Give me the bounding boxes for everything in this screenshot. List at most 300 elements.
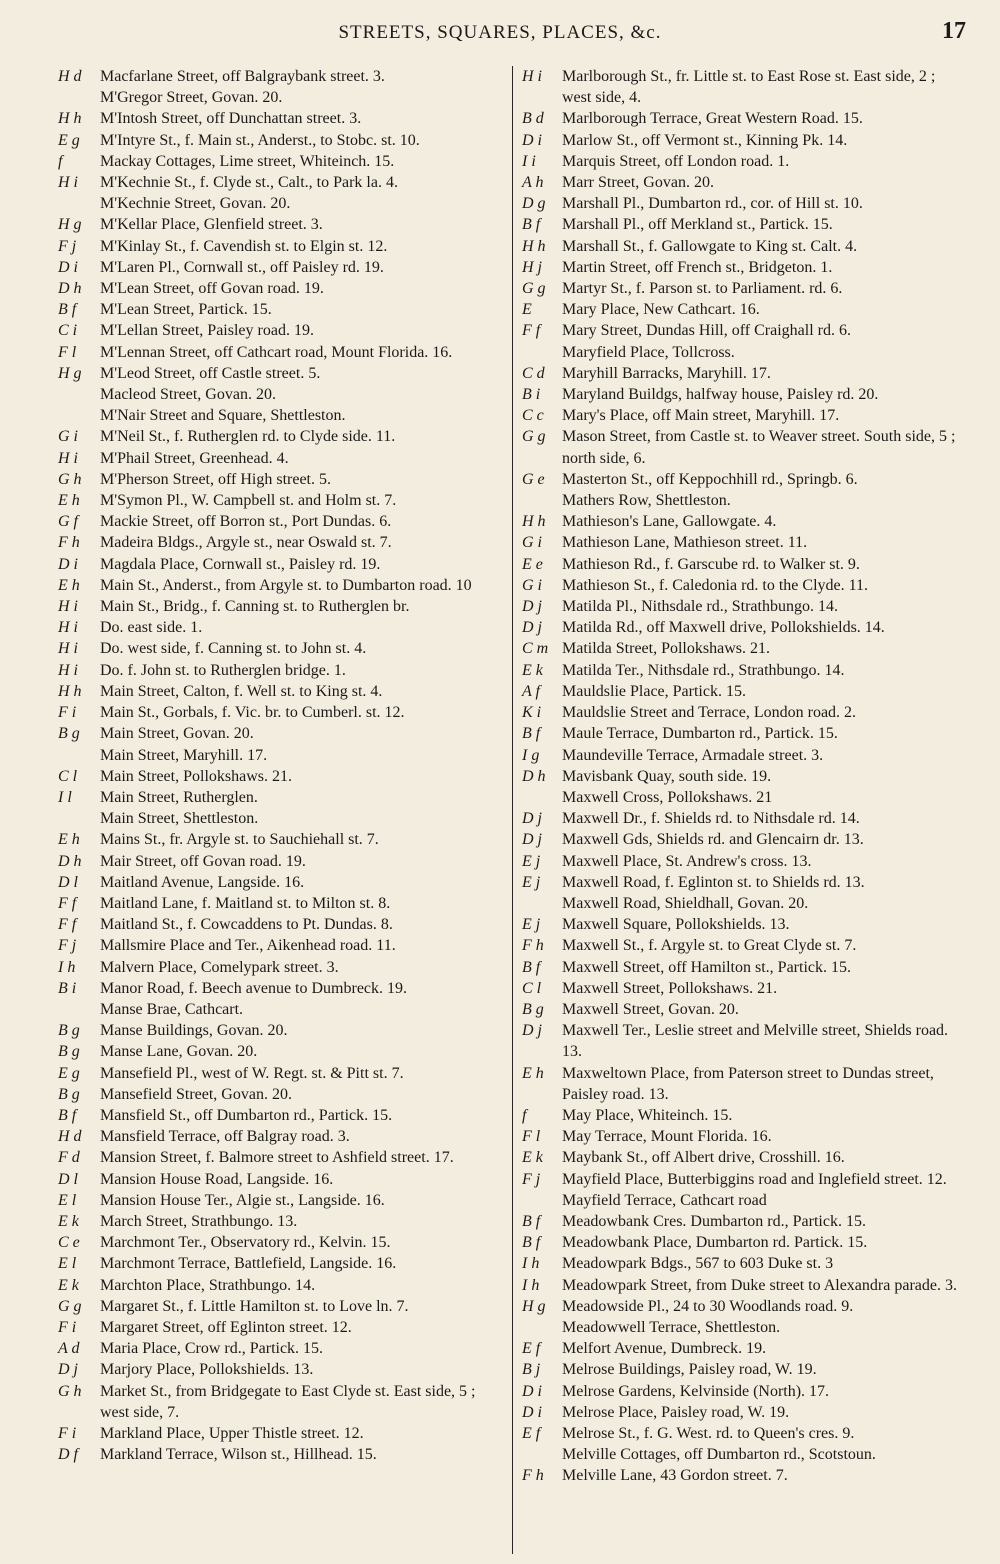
map-reference: H i	[522, 68, 542, 85]
map-reference: D j	[522, 831, 542, 849]
street-entry-text: Mansfield St., off Dumbarton rd., Partick. 15.	[100, 1106, 393, 1124]
directory-entry	[58, 405, 504, 426]
map-reference: H h	[522, 237, 546, 255]
directory-entry	[58, 554, 504, 575]
directory-entry	[58, 660, 504, 681]
street-entry-text: May Terrace, Mount Florida. 16.	[562, 1128, 772, 1146]
street-entry-text: Mackie Street, off Borron st., Port Dundas. 6.	[100, 513, 392, 531]
directory-entry	[522, 426, 962, 468]
directory-entry	[522, 1169, 962, 1190]
street-entry-text: Meadowwell Terrace, Shettleston.	[562, 1318, 781, 1336]
street-entry-text: M'Phail Street, Greenhead. 4.	[100, 449, 289, 467]
left-column	[58, 66, 504, 1465]
directory-entry	[522, 532, 962, 553]
map-reference: E e	[522, 555, 543, 573]
directory-entry	[522, 1190, 962, 1211]
map-reference: B d	[522, 110, 544, 128]
street-entry-text: Meadowpark Bdgs., 567 to 603 Duke st. 3	[562, 1255, 834, 1273]
map-reference: B f	[522, 958, 541, 976]
map-reference: H i	[58, 640, 78, 658]
map-reference: D i	[522, 131, 542, 149]
directory-entry	[522, 723, 962, 744]
directory-entry	[58, 193, 504, 214]
map-reference: B f	[522, 1212, 541, 1230]
street-entry-text: Mathieson's Lane, Gallowgate. 4.	[562, 513, 777, 531]
street-entry-text: Madeira Bldgs., Argyle st., near Oswald st. 7.	[100, 534, 392, 552]
directory-entry	[522, 935, 962, 956]
directory-entry	[522, 1105, 962, 1126]
street-entry-text: Mallsmire Place and Ter., Aikenhead road. 11.	[100, 937, 396, 955]
street-entry-text: Maxwell Dr., f. Shields rd. to Nithsdale rd. 14.	[562, 810, 860, 828]
map-reference: D j	[58, 1361, 78, 1379]
map-reference: H i	[58, 174, 78, 192]
map-reference: B g	[58, 1085, 80, 1103]
street-entry-text: Mathers Row, Shettleston.	[562, 492, 731, 510]
map-reference: B f	[58, 1106, 77, 1124]
street-entry-text: M'Kellar Place, Glenfield street. 3.	[100, 216, 323, 234]
map-reference: F h	[522, 937, 544, 955]
map-reference: E h	[58, 831, 80, 849]
map-reference: E h	[58, 492, 80, 510]
page-header	[0, 18, 1000, 58]
street-entry-text: Maria Place, Crow rd., Partick. 15.	[100, 1340, 324, 1358]
map-reference: G i	[522, 534, 542, 552]
map-reference: D g	[522, 195, 546, 213]
map-reference: B g	[522, 1000, 544, 1018]
directory-entry	[58, 214, 504, 235]
directory-entry	[58, 108, 504, 129]
directory-entry	[522, 320, 962, 341]
directory-entry	[58, 914, 504, 935]
map-reference: I h	[522, 1255, 540, 1273]
directory-entry	[58, 596, 504, 617]
street-entry-text: Mansfield Terrace, off Balgray road. 3.	[100, 1128, 350, 1146]
page-number: 17	[942, 18, 966, 44]
directory-entry	[522, 1381, 962, 1402]
map-reference: I h	[58, 958, 76, 976]
street-entry-text: Maxwell Street, Govan. 20.	[562, 1000, 739, 1018]
street-entry-text: Marshall Pl., Dumbarton rd., cor. of Hill st. 10.	[562, 195, 863, 213]
map-reference: H i	[58, 661, 78, 679]
street-entry-text: M'Gregor Street, Govan. 20.	[100, 89, 283, 107]
street-entry-text: Mair Street, off Govan road. 19.	[100, 852, 306, 870]
column-divider	[512, 66, 513, 1554]
directory-entry	[58, 426, 504, 447]
directory-entry	[58, 1041, 504, 1062]
directory-entry	[522, 193, 962, 214]
directory-entry	[58, 745, 504, 766]
map-reference: F i	[58, 1425, 77, 1442]
street-entry-text: Mathieson Lane, Mathieson street. 11.	[562, 534, 808, 552]
directory-entry	[522, 1317, 962, 1338]
street-entry-text: Mansion House Road, Langside. 16.	[100, 1170, 334, 1188]
directory-entry	[522, 172, 962, 193]
street-entry-text: Matilda Ter., Nithsdale rd., Strathbungo. 14.	[562, 661, 845, 679]
map-reference: D j	[522, 810, 542, 828]
street-entry-text: Mains St., fr. Argyle st. to Sauchiehall st. 7.	[100, 831, 379, 849]
street-entry-text: Maryland Buildgs, halfway house, Paisley rd. 20.	[562, 386, 879, 404]
street-entry-text: M'Intosh Street, off Dunchattan street. 3.	[100, 110, 362, 128]
street-entry-text: Do. east side. 1.	[100, 619, 203, 637]
directory-entry	[58, 1275, 504, 1296]
street-entry-text: Meadowside Pl., 24 to 30 Woodlands road. 9.	[562, 1297, 854, 1315]
street-entry-text: Margaret St., f. Little Hamilton st. to Love ln. 7.	[100, 1297, 409, 1315]
directory-entry	[522, 342, 962, 363]
map-reference: B g	[58, 725, 80, 743]
directory-entry	[522, 1296, 962, 1317]
street-entry-text: Matilda Pl., Nithsdale rd., Strathbungo. 14.	[562, 598, 838, 616]
directory-entry	[58, 66, 504, 87]
directory-entry	[522, 681, 962, 702]
street-entry-text: Mauldslie Street and Terrace, London road. 2.	[562, 704, 857, 722]
directory-entry	[522, 1147, 962, 1168]
map-reference: F i	[58, 1318, 77, 1336]
map-reference: C l	[58, 767, 78, 785]
map-reference: F i	[58, 704, 77, 722]
street-entry-text: M'Laren Pl., Cornwall st., off Paisley rd. 19.	[100, 258, 384, 276]
directory-entry	[58, 617, 504, 638]
map-reference: H j	[522, 258, 542, 276]
street-entry-text: May Place, Whiteinch. 15.	[562, 1106, 733, 1124]
map-reference: C d	[522, 364, 545, 382]
map-reference: E f	[522, 1340, 541, 1358]
street-entry-text: M'Neil St., f. Rutherglen rd. to Clyde side. 11.	[100, 428, 396, 446]
map-reference: G g	[58, 1297, 82, 1315]
right-column	[522, 66, 962, 1487]
directory-entry	[522, 851, 962, 872]
map-reference: E g	[58, 1064, 80, 1082]
street-entry-text: Maxwell St., f. Argyle st. to Great Clyde st. 7.	[562, 937, 857, 955]
street-entry-text: Manse Lane, Govan. 20.	[100, 1043, 258, 1061]
street-entry-text: Matilda Rd., off Maxwell drive, Pollokshields. 14.	[562, 619, 885, 637]
map-reference: H i	[58, 449, 78, 467]
street-entry-text: Maitland Lane, f. Maitland st. to Milton st. 8.	[100, 894, 391, 912]
map-reference: C i	[58, 322, 78, 340]
directory-entry	[58, 999, 504, 1020]
street-entry-text: Maybank St., off Albert drive, Crosshill. 16.	[562, 1149, 845, 1167]
map-reference: D h	[522, 767, 546, 785]
directory-entry	[58, 511, 504, 532]
street-entry-text: M'Lean Street, Partick. 15.	[100, 301, 272, 319]
street-entry-text: Maundeville Terrace, Armadale street. 3.	[562, 746, 824, 764]
directory-entry	[58, 1381, 504, 1423]
street-entry-text: M'Lellan Street, Paisley road. 19.	[100, 322, 314, 340]
directory-entry	[58, 1105, 504, 1126]
directory-entry	[522, 596, 962, 617]
map-reference: B i	[522, 386, 541, 404]
directory-entry	[58, 681, 504, 702]
directory-entry	[522, 214, 962, 235]
map-reference: D i	[58, 555, 78, 573]
directory-entry	[522, 978, 962, 999]
directory-entry	[58, 1232, 504, 1253]
directory-entry	[522, 1020, 962, 1062]
directory-entry	[522, 745, 962, 766]
street-entry-text: Mansefield Street, Govan. 20.	[100, 1085, 292, 1103]
directory-entry	[58, 1211, 504, 1232]
map-reference: I g	[522, 746, 540, 764]
directory-entry	[522, 278, 962, 299]
directory-entry	[522, 1126, 962, 1147]
street-entry-text: M'Kechnie St., f. Clyde st., Calt., to Park la. 4.	[100, 174, 398, 192]
directory-entry	[522, 554, 962, 575]
directory-entry	[58, 448, 504, 469]
street-entry-text: Meadowbank Cres. Dumbarton rd., Partick. 15.	[562, 1212, 866, 1230]
directory-entry	[58, 342, 504, 363]
street-entry-text: Maxweltown Place, from Paterson street to Dundas street, Paisley road. 13.	[562, 1064, 934, 1103]
street-entry-text: Matilda Street, Pollokshaws. 21.	[562, 640, 770, 658]
map-reference: D l	[58, 873, 78, 891]
street-entry-text: Marchmont Terrace, Battlefield, Langside. 16.	[100, 1255, 397, 1273]
map-reference: I i	[522, 152, 536, 170]
street-entry-text: Marjory Place, Pollokshields. 13.	[100, 1361, 314, 1379]
directory-entry	[58, 829, 504, 850]
directory-entry	[522, 702, 962, 723]
map-reference: F l	[58, 343, 77, 361]
street-entry-text: Marchton Place, Strathbungo. 14.	[100, 1276, 316, 1294]
directory-entry	[522, 999, 962, 1020]
directory-entry	[522, 363, 962, 384]
street-entry-text: Melville Cottages, off Dumbarton rd., Scotstoun.	[562, 1446, 876, 1464]
street-entry-text: Maxwell Road, f. Eglinton st. to Shields rd. 13.	[562, 873, 865, 891]
street-entry-text: Main Street, Pollokshaws. 21.	[100, 767, 292, 785]
street-entry-text: Mackay Cottages, Lime street, Whiteinch. 15.	[100, 152, 395, 170]
directory-entry	[58, 1444, 504, 1465]
street-entry-text: Mayfield Terrace, Cathcart road	[562, 1191, 767, 1209]
directory-entry	[522, 872, 962, 893]
street-entry-text: Mathieson St., f. Caledonia rd. to the Clyde. 11.	[562, 576, 869, 594]
directory-entry	[58, 978, 504, 999]
directory-entry	[58, 532, 504, 553]
map-reference: G h	[58, 470, 82, 488]
street-entry-text: M'Pherson Street, off High street. 5.	[100, 470, 331, 488]
street-entry-text: Melrose St., f. G. West. rd. to Queen's cres. 9.	[562, 1425, 855, 1442]
directory-entry	[58, 299, 504, 320]
street-entry-text: Melrose Place, Paisley road, W. 19.	[562, 1403, 790, 1421]
street-entry-text: Manse Brae, Cathcart.	[100, 1000, 244, 1018]
directory-entry	[522, 829, 962, 850]
directory-entry	[522, 1275, 962, 1296]
directory-entry	[58, 851, 504, 872]
map-reference: H i	[58, 619, 78, 637]
map-reference: A h	[522, 174, 544, 192]
directory-entry	[522, 808, 962, 829]
street-entry-text: Malvern Place, Comelypark street. 3.	[100, 958, 339, 976]
street-entry-text: Maxwell Street, Pollokshaws. 21.	[562, 979, 778, 997]
street-entry-text: M'Kechnie Street, Govan. 20.	[100, 195, 291, 213]
map-reference: E l	[58, 1191, 77, 1209]
directory-entry	[58, 787, 504, 808]
directory-entry	[58, 1317, 504, 1338]
directory-entry	[58, 1423, 504, 1444]
street-entry-text: Mansefield Pl., west of W. Regt. st. & Pitt st. 7.	[100, 1064, 404, 1082]
map-reference: F d	[58, 1149, 80, 1167]
directory-entry	[58, 1126, 504, 1147]
map-reference: G e	[522, 470, 545, 488]
directory-entry	[522, 151, 962, 172]
map-reference: A d	[58, 1340, 80, 1358]
directory-entry	[58, 87, 504, 108]
map-reference: C m	[522, 640, 549, 658]
map-reference: H g	[58, 364, 82, 382]
directory-entry	[522, 1338, 962, 1359]
map-reference: I l	[58, 788, 72, 806]
street-entry-text: Melrose Buildings, Paisley road, W. 19.	[562, 1361, 817, 1379]
map-reference: F j	[522, 1170, 541, 1188]
map-reference: G g	[522, 280, 546, 298]
street-entry-text: Markland Place, Upper Thistle street. 12.	[100, 1425, 364, 1442]
directory-entry	[58, 766, 504, 787]
map-reference: E g	[58, 131, 80, 149]
directory-entry	[522, 617, 962, 638]
street-entry-text: Maxwell Ter., Leslie street and Melville street, Shields road. 13.	[562, 1022, 949, 1061]
street-entry-text: Marchmont Ter., Observatory rd., Kelvin. 15.	[100, 1234, 391, 1252]
street-entry-text: M'Nair Street and Square, Shettleston.	[100, 407, 346, 425]
directory-entry	[58, 469, 504, 490]
street-entry-text: Martyr St., f. Parson st. to Parliament. rd. 6.	[562, 280, 843, 298]
directory-entry	[522, 787, 962, 808]
map-reference: F h	[522, 1467, 544, 1485]
street-entry-text: Maxwell Place, St. Andrew's cross. 13.	[562, 852, 812, 870]
map-reference: F f	[522, 322, 541, 340]
street-entry-text: Macleod Street, Govan. 20.	[100, 386, 276, 404]
map-reference: B g	[58, 1043, 80, 1061]
directory-entry	[522, 1465, 962, 1486]
directory-entry	[522, 893, 962, 914]
street-entry-text: Mavisbank Quay, south side. 19.	[562, 767, 772, 785]
map-reference: D l	[58, 1170, 78, 1188]
directory-entry	[58, 1169, 504, 1190]
street-entry-text: Meadowpark Street, from Duke street to Alexandra parade. 3.	[562, 1276, 957, 1294]
street-entry-text: Mayfield Place, Butterbiggins road and Inglefield street. 12.	[562, 1170, 947, 1188]
street-entry-text: Main Street, Calton, f. Well st. to King st. 4.	[100, 682, 383, 700]
map-reference: D i	[522, 1382, 542, 1400]
map-reference: E k	[58, 1276, 79, 1294]
directory-entry	[58, 1020, 504, 1041]
street-entry-text: Mary Street, Dundas Hill, off Craighall rd. 6.	[562, 322, 851, 340]
street-entry-text: Main St., Gorbals, f. Vic. br. to Cumberl. st. 12.	[100, 704, 405, 722]
directory-entry	[522, 1402, 962, 1423]
map-reference: F h	[58, 534, 80, 552]
map-reference: I h	[522, 1276, 540, 1294]
directory-entry	[58, 1084, 504, 1105]
street-entry-text: Mathieson Rd., f. Garscube rd. to Walker st. 9.	[562, 555, 860, 573]
street-entry-text: Marlborough Terrace, Great Western Road. 15.	[562, 110, 863, 128]
directory-entry	[58, 1359, 504, 1380]
street-entry-text: Maitland St., f. Cowcaddens to Pt. Dundas. 8.	[100, 916, 393, 934]
directory-entry	[58, 872, 504, 893]
directory-entry	[58, 172, 504, 193]
map-reference: E k	[522, 1149, 543, 1167]
directory-entry	[58, 1338, 504, 1359]
directory-entry	[58, 638, 504, 659]
directory-entry	[58, 320, 504, 341]
map-reference: E h	[522, 1064, 544, 1082]
map-reference: E h	[58, 576, 80, 594]
map-reference: B i	[58, 979, 77, 997]
street-entry-text: Maryhill Barracks, Maryhill. 17.	[562, 364, 771, 382]
directory-entry	[58, 151, 504, 172]
street-entry-text: Main Street, Shettleston.	[100, 810, 259, 828]
street-entry-text: Maxwell Road, Shieldhall, Govan. 20.	[562, 894, 809, 912]
map-reference: E j	[522, 852, 541, 870]
directory-entry	[522, 660, 962, 681]
map-reference: B f	[522, 725, 541, 743]
map-reference: F f	[58, 894, 77, 912]
directory-entry	[58, 575, 504, 596]
street-entry-text: Martin Street, off French st., Bridgeton. 1.	[562, 258, 833, 276]
street-entry-text: Maxwell Cross, Pollokshaws. 21	[562, 788, 773, 806]
street-entry-text: Meadowbank Place, Dumbarton rd. Partick. 15.	[562, 1234, 868, 1252]
directory-entry	[58, 723, 504, 744]
street-entry-text: March Street, Strathbungo. 13.	[100, 1212, 298, 1230]
map-reference: F j	[58, 937, 77, 955]
directory-entry	[522, 1232, 962, 1253]
map-reference: H h	[522, 513, 546, 531]
map-reference: C c	[522, 407, 544, 425]
street-entry-text: Maryfield Place, Tollcross.	[562, 343, 735, 361]
map-reference: H d	[58, 68, 82, 85]
directory-entry	[58, 1147, 504, 1168]
map-reference: F l	[522, 1128, 541, 1146]
street-entry-text: Mary Place, New Cathcart. 16.	[562, 301, 760, 319]
map-reference: D f	[58, 1446, 78, 1464]
map-reference: H h	[58, 682, 82, 700]
map-reference: K i	[522, 704, 542, 722]
directory-entry	[522, 66, 962, 108]
map-reference: D h	[58, 852, 82, 870]
map-reference: C e	[58, 1234, 80, 1252]
directory-entry	[522, 1423, 962, 1444]
map-reference: F j	[58, 237, 77, 255]
street-entry-text: Melrose Gardens, Kelvinside (North). 17.	[562, 1382, 830, 1400]
map-reference: A f	[522, 682, 540, 700]
street-entry-text: Maxwell Gds, Shields rd. and Glencairn dr. 13.	[562, 831, 864, 849]
map-reference: D h	[58, 280, 82, 298]
map-reference: E k	[58, 1212, 79, 1230]
directory-entry	[522, 914, 962, 935]
directory-entry	[522, 957, 962, 978]
street-entry-text: Macfarlane Street, off Balgraybank street. 3.	[100, 68, 385, 85]
street-entry-text: Mason Street, from Castle st. to Weaver street. South side, 5 ; north side, 6.	[562, 428, 956, 467]
directory-entry	[522, 1444, 962, 1465]
street-entry-text: Manse Buildings, Govan. 20.	[100, 1022, 288, 1040]
directory-entry	[522, 236, 962, 257]
street-entry-text: Mauldslie Place, Partick. 15.	[562, 682, 746, 700]
street-entry-text: Maxwell Square, Pollokshields. 13.	[562, 916, 790, 934]
directory-entry	[58, 130, 504, 151]
directory-entry	[58, 1253, 504, 1274]
street-entry-text: Main St., Bridg., f. Canning st. to Rutherglen br.	[100, 598, 410, 616]
map-reference: f	[58, 152, 63, 170]
directory-entry	[522, 130, 962, 151]
directory-entry	[58, 893, 504, 914]
directory-entry	[58, 957, 504, 978]
map-reference: E f	[522, 1425, 541, 1442]
street-entry-text: Main Street, Govan. 20.	[100, 725, 254, 743]
directory-entry	[522, 1359, 962, 1380]
street-entry-text: Magdala Place, Cornwall st., Paisley rd. 19.	[100, 555, 381, 573]
street-entry-text: Margaret Street, off Eglinton street. 12.	[100, 1318, 352, 1336]
map-reference: B f	[522, 216, 541, 234]
directory-entry	[522, 766, 962, 787]
street-entry-text: Do. west side, f. Canning st. to John st. 4.	[100, 640, 367, 658]
street-entry-text: M'Lennan Street, off Cathcart road, Mount Florida. 16.	[100, 343, 453, 361]
map-reference: D j	[522, 619, 542, 637]
directory-entry	[58, 278, 504, 299]
street-entry-text: M'Kinlay St., f. Cavendish st. to Elgin st. 12.	[100, 237, 388, 255]
map-reference: E	[522, 301, 532, 319]
